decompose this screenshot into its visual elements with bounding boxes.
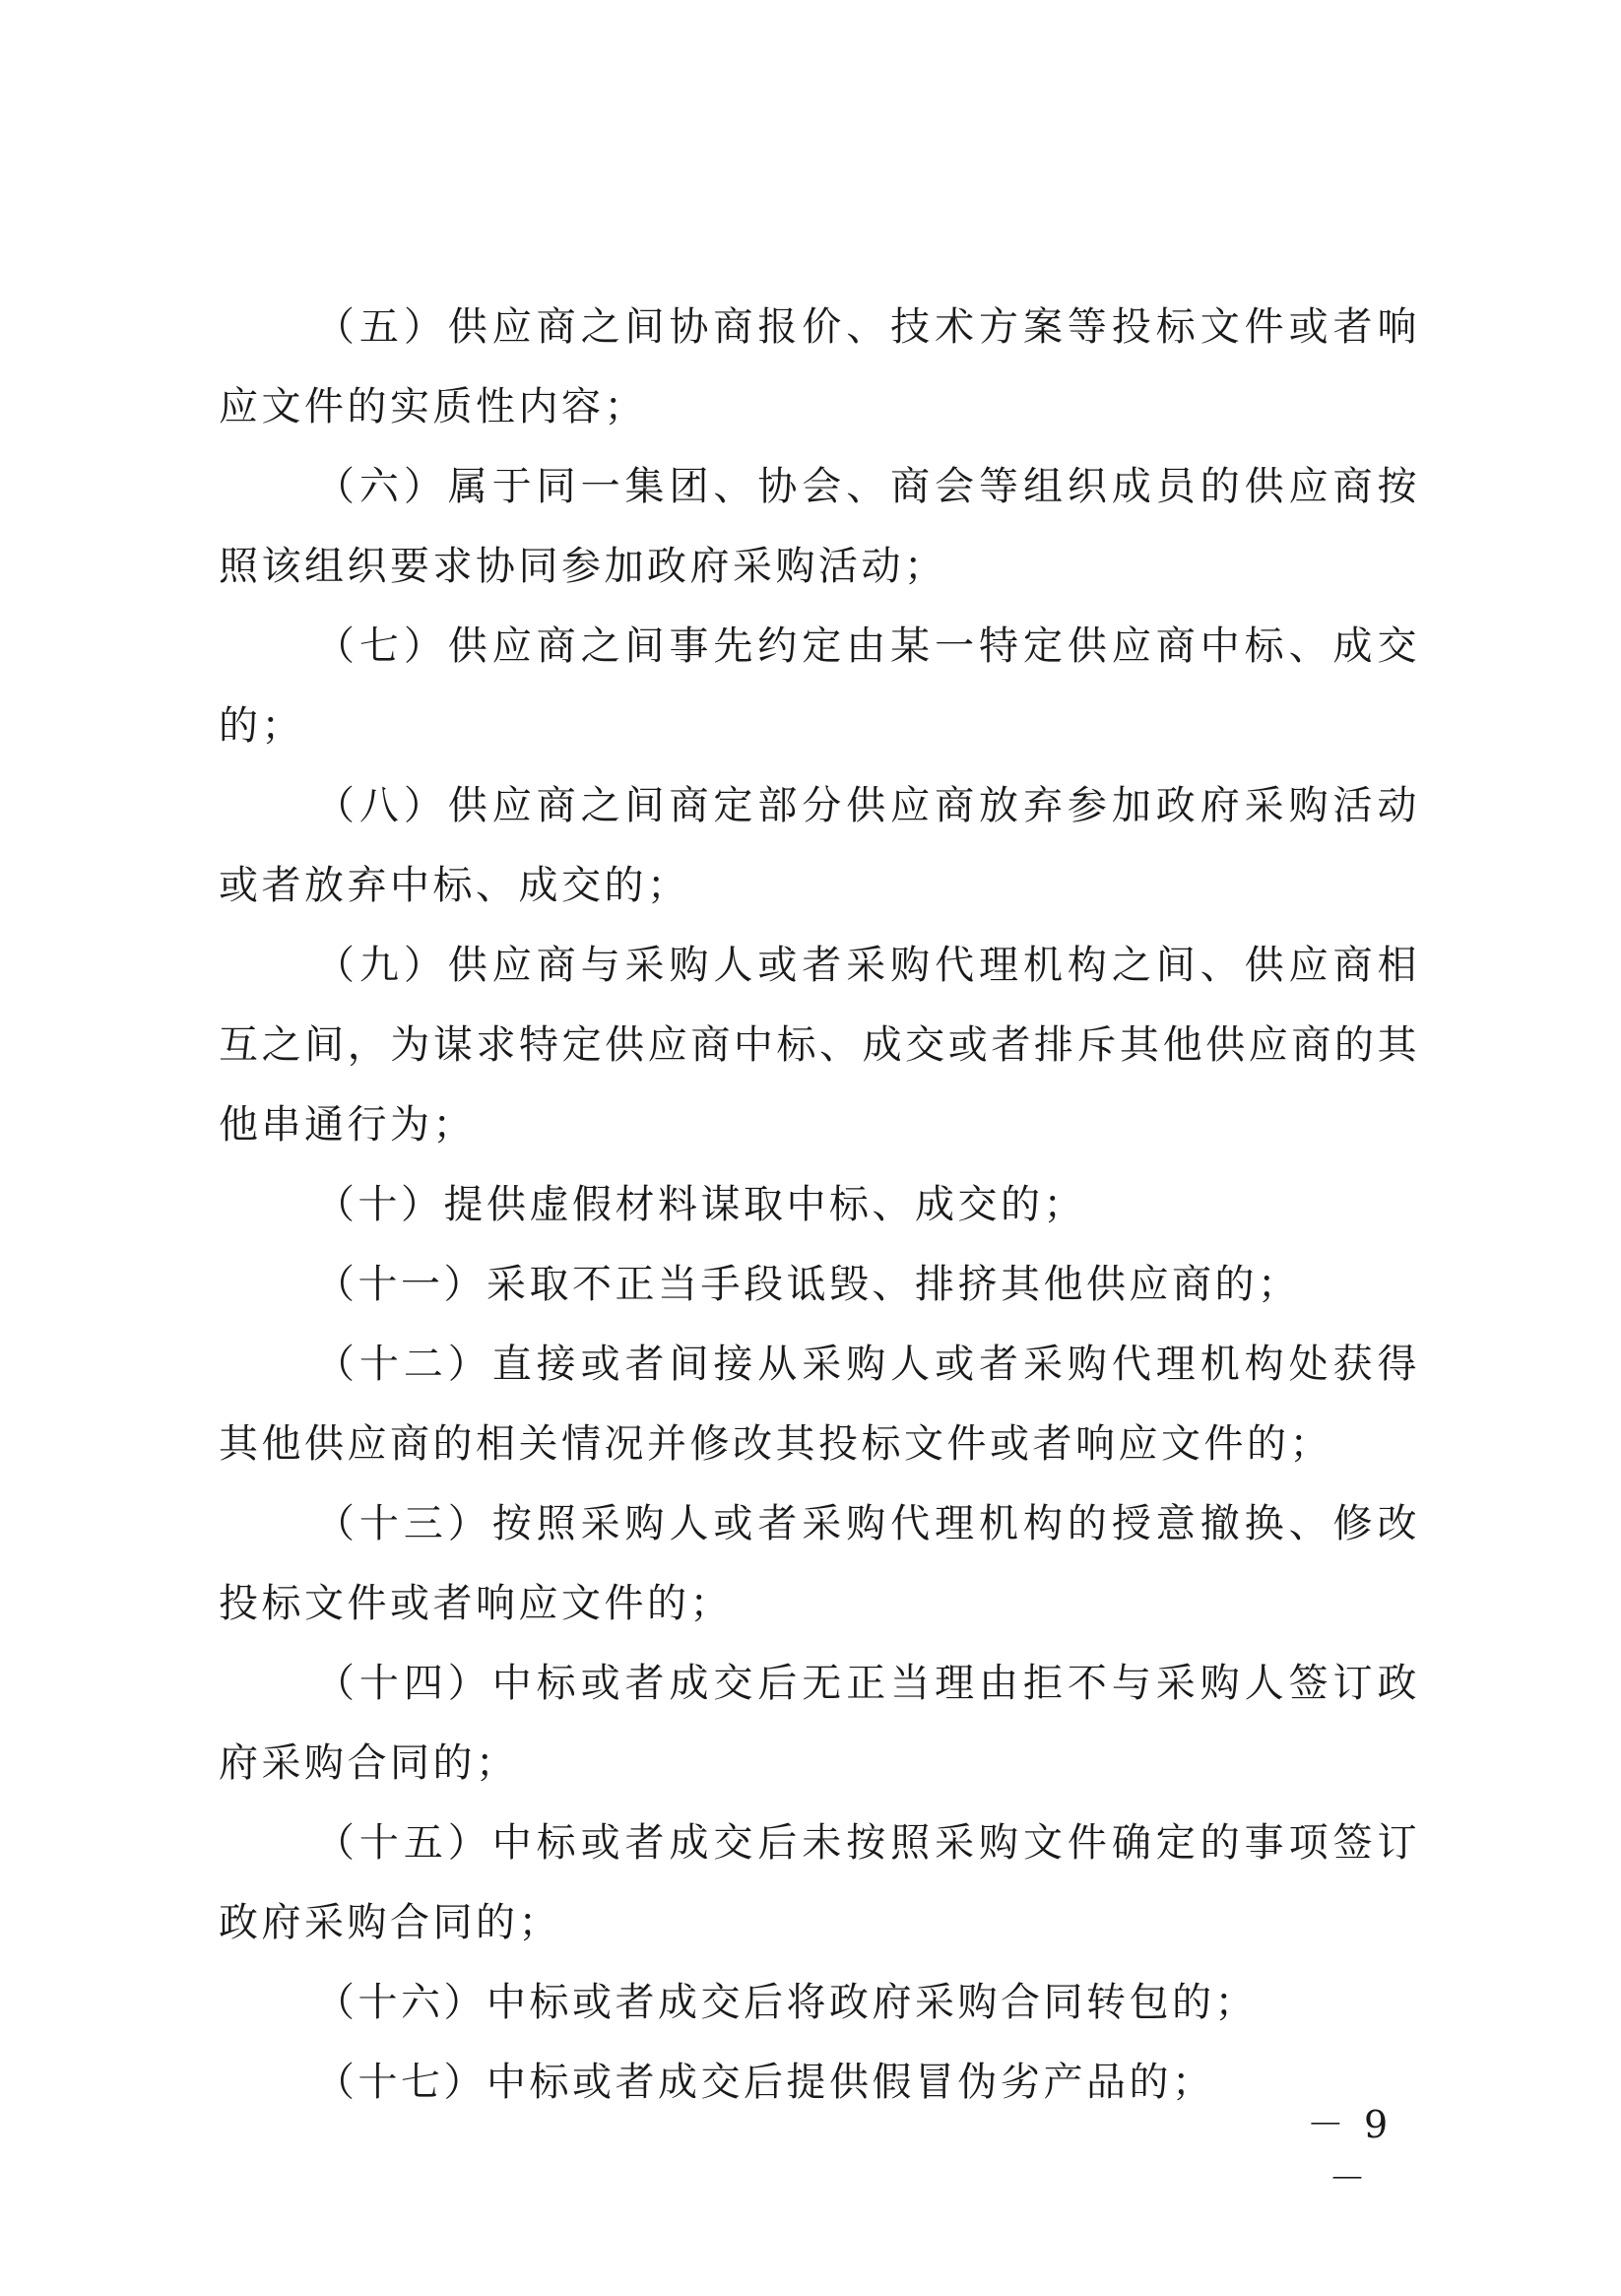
paragraph-7: （七）供应商之间事先约定由某一特定供应商中标、成交的； [219, 623, 1420, 749]
paragraph-14: （十四）中标或者成交后无正当理由拒不与采购人签订政府采购合同的； [219, 1661, 1420, 1786]
page-number: － 9 － [1306, 2103, 1393, 2200]
paragraph-12: （十二）直接或者间接从采购人或者采购代理机构处获得其他供应商的相关情况并修改其投标文件或者响应文件的； [219, 1342, 1420, 1467]
paragraph-16: （十六）中标或者成交后将政府采购合同转包的； [315, 1980, 1258, 2025]
paragraph-8: （八）供应商之间商定部分供应商放弃参加政府采购活动或者放弃中标、成交的； [219, 783, 1420, 908]
paragraph-6: （六）属于同一集团、协会、商会等组织成员的供应商按照该组织要求协同参加政府采购活动； [219, 464, 1420, 589]
paragraph-5: （五）供应商之间协商报价、技术方案等投标文件或者响应文件的实质性内容； [219, 304, 1420, 429]
paragraph-13: （十三）按照采购人或者采购代理机构的授意撤换、修改投标文件或者响应文件的； [219, 1501, 1420, 1626]
paragraph-10: （十）提供虚假材料谋取中标、成交的； [315, 1182, 1086, 1227]
document-body [219, 288, 1420, 2123]
paragraph-11: （十一）采取不正当手段诋毁、排挤其他供应商的； [315, 1262, 1301, 1307]
paragraph-15: （十五）中标或者成交后未按照采购文件确定的事项签订政府采购合同的； [219, 1820, 1420, 1945]
paragraph-9: （九）供应商与采购人或者采购代理机构之间、供应商相互之间，为谋求特定供应商中标、成交或者排斥其他供应商的其他串通行为； [219, 943, 1420, 1148]
paragraph-17: （十七）中标或者成交后提供假冒伪劣产品的； [315, 2060, 1215, 2105]
